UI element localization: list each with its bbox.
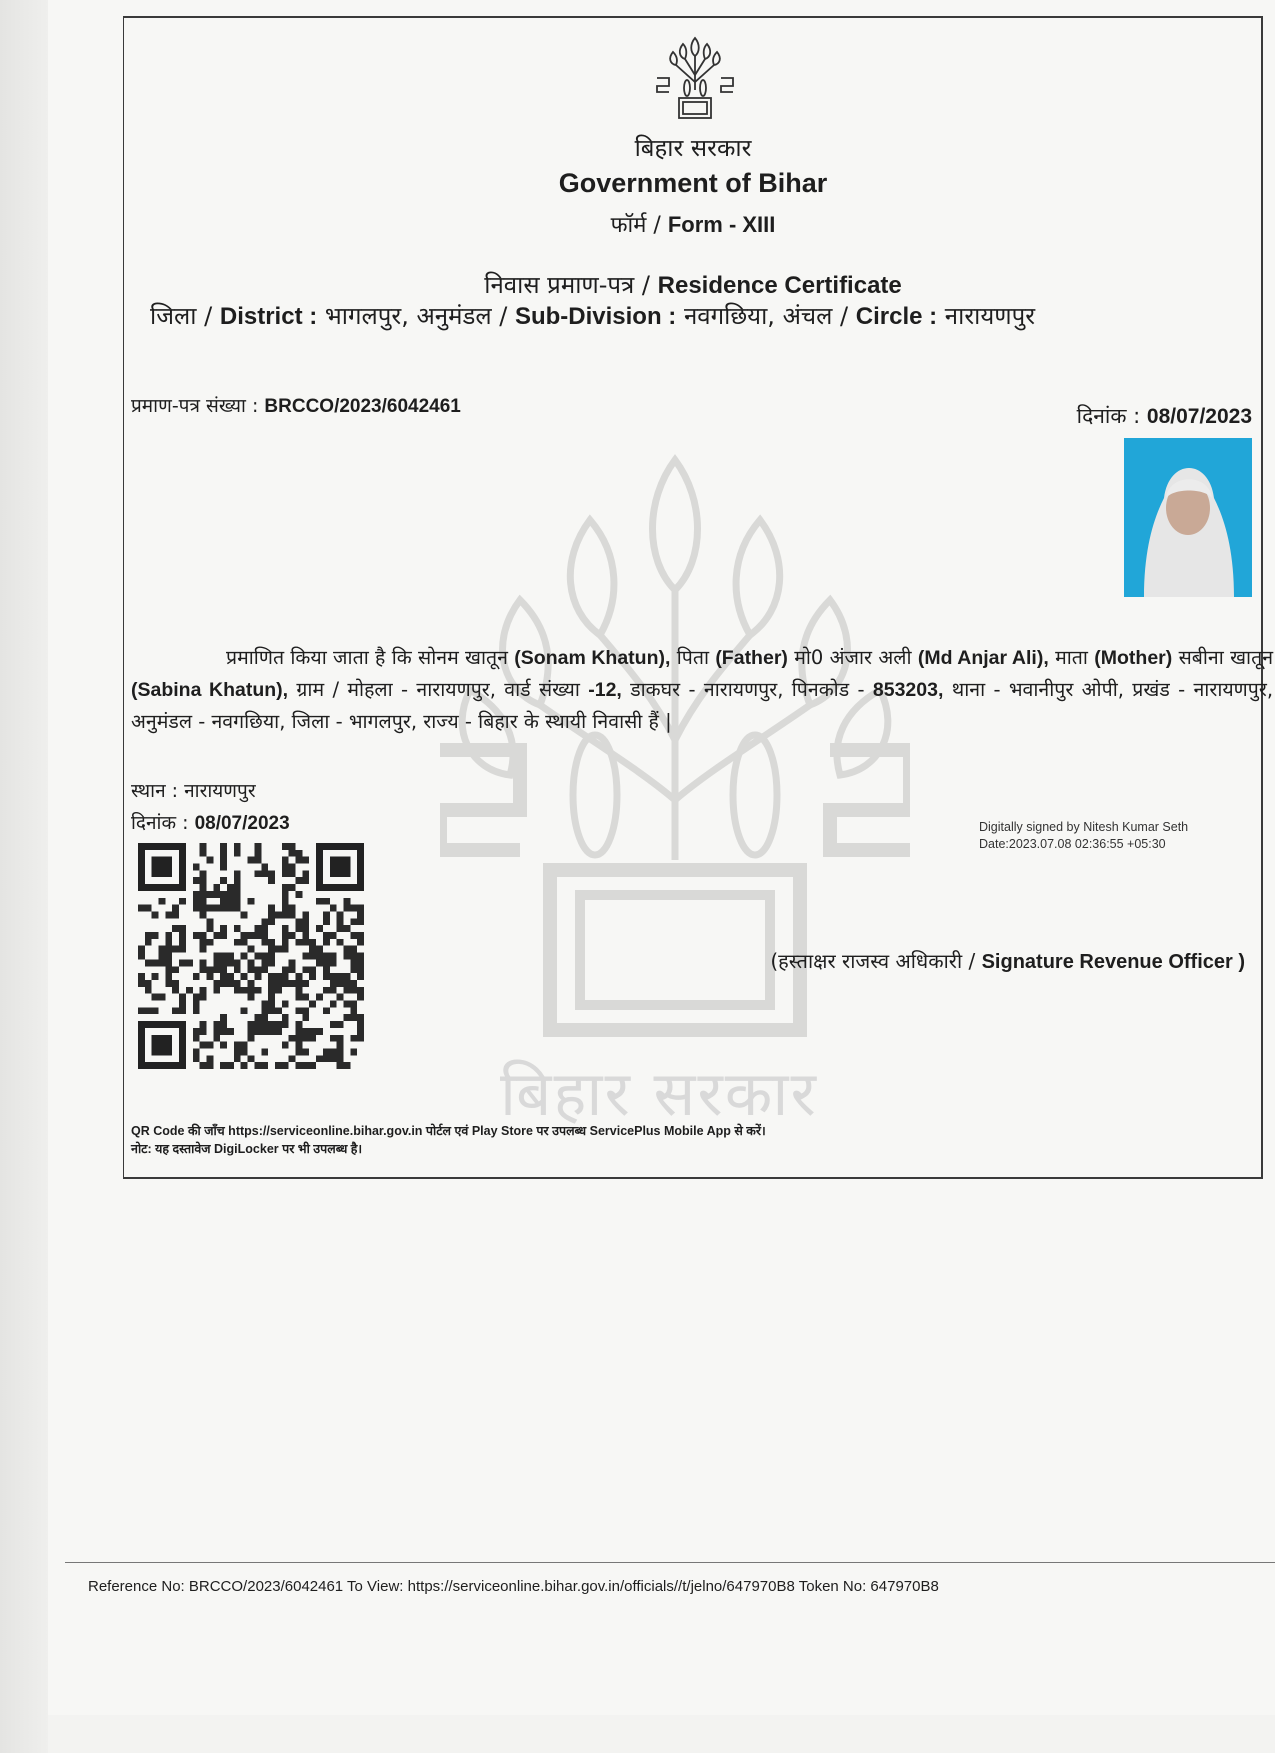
watermark-emblem [440,440,910,1120]
qr-verification-note: QR Code की जाँच https://serviceonline.bihar.gov.in पोर्टल एवं Play Store पर उपलब्ध ServicePlus Mobile App से करें। [131,1124,766,1138]
residence-statement: थाना - भवानीपुर ओपी, प्रखंड - नारायणपुर, अनुमंडल - नवगछिया, जिला - भागलपुर, राज्य - बिहार के स्थायी निवासी हैं | [131,678,1274,733]
subdivision-label-hindi: अनुमंडल / [416,302,508,330]
subdivision-value: नवगछिया, [683,302,775,330]
body-text-4: माता [1055,646,1088,669]
address-text: ग्राम / मोहला - नारायणपुर, वार्ड संख्या [296,678,580,701]
ward-number: -12, [588,679,622,701]
form-number [123,209,1263,239]
cert-type-english: Residence Certificate [657,272,902,299]
body-text-2: पिता [676,646,709,669]
body-text-1: प्रमाणित किया जाता है कि सोनम खातून [226,646,508,669]
signature-label [770,947,1245,974]
signature-english: Signature Revenue Officer ) [981,951,1245,973]
digilocker-note: नोट: यह दस्तावेज DigiLocker पर भी उपलब्ध है। [131,1142,363,1156]
certificate-number-value: BRCCO/2023/6042461 [264,396,461,417]
footnote [131,1122,766,1158]
mother-name-hindi: सबीना खातून [1178,646,1274,669]
location-line [150,299,1260,332]
district-label-english: District : [219,303,318,330]
date-label: दिनांक : [1076,404,1141,428]
digital-signature [979,819,1188,853]
place-date-block [131,775,290,840]
mother-label: (Mother) [1094,647,1173,669]
certificate-number-label: प्रमाण-पत्र संख्या : [131,395,259,417]
reference-line: Reference No: BRCCO/2023/6042461 To View: https://serviceonline.bihar.gov.in/officials//t/jelno/647970B8 Token No: 647970B8 [88,1578,939,1595]
circle-label-hindi: अंचल / [782,302,849,330]
title-english: Government of Bihar [558,168,828,198]
father-name-english: (Md Anjar Ali), [917,647,1049,669]
mother-name-english: (Sabina Khatun), [131,679,289,701]
issue-date-value: 08/07/2023 [194,813,290,834]
digital-signature-signer: Digitally signed by Nitesh Kumar Seth [979,820,1189,834]
date-value: 08/07/2023 [1146,405,1252,428]
district-value: भागलपुर, [324,302,409,330]
father-name-hindi: मो0 अंजार अली [794,646,912,669]
signature-hindi: (हस्ताक्षर राजस्व अधिकारी / [770,949,976,973]
circle-label-english: Circle : [855,303,938,330]
pincode: 853203, [872,679,944,701]
page-edge-shadow [0,0,48,1753]
certificate-type [123,268,1263,301]
watermark-text: बिहार सरकार [500,1057,818,1130]
place-row [131,775,290,807]
title-hindi: बिहार सरकार [634,134,752,162]
certificate-number [131,392,461,418]
date-row [131,807,290,840]
digital-signature-date: Date:2023.07.08 02:36:55 +05:30 [979,837,1166,851]
bihar-emblem-icon [645,30,745,125]
district-label-hindi: जिला / [150,302,213,330]
father-label: (Father) [715,647,788,669]
place-value: नारायणपुर [184,780,256,802]
qr-code-icon [138,843,364,1069]
form-label-hindi: फॉर्म / [610,213,661,238]
issue-date-top [1077,402,1252,430]
form-label-english: Form - XIII [667,212,776,237]
cert-type-hindi: निवास प्रमाण-पत्र / [484,271,651,299]
post-office-text: डाकघर - नारायणपुर, पिनकोड - [630,678,865,701]
applicant-name-english: (Sonam Khatun), [514,647,671,669]
issue-date-label: दिनांक : [131,812,189,834]
subdivision-label-english: Sub-Division : [514,303,677,330]
certificate-body [131,642,1273,737]
applicant-photo [1124,438,1252,597]
footer-divider [65,1562,1275,1563]
place-label: स्थान : [131,780,179,802]
circle-value: नारायणपुर [944,302,1036,330]
person-photo-icon [1124,438,1252,597]
